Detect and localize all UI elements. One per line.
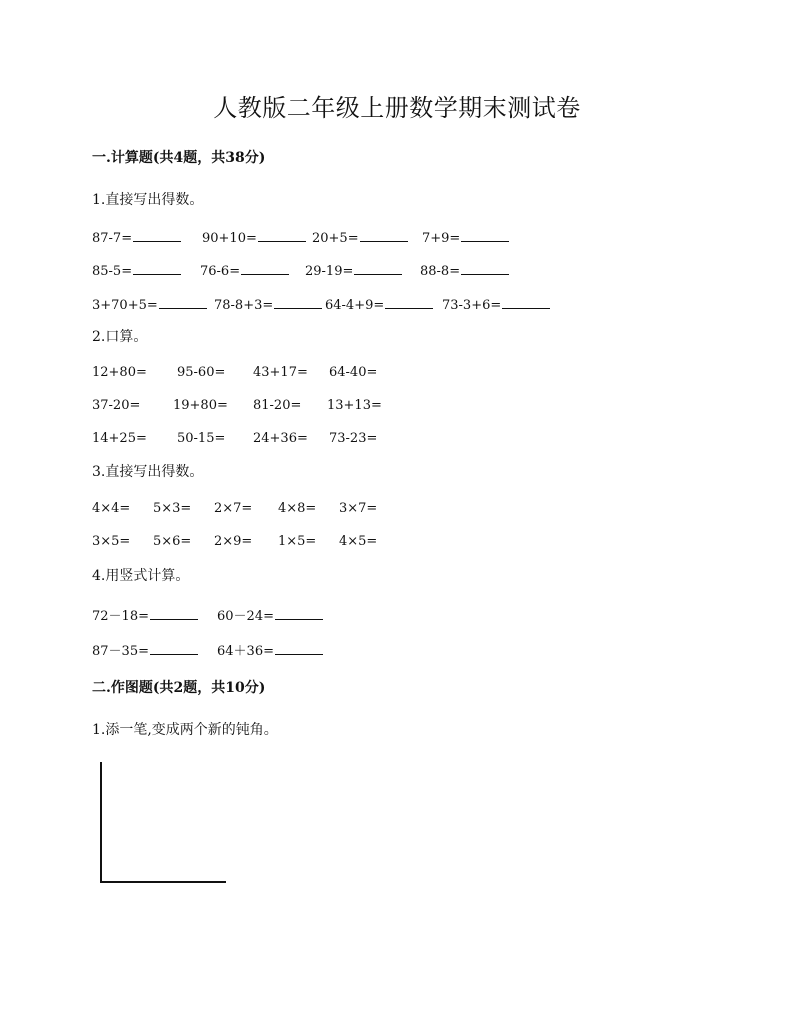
answer-blank[interactable] [275, 642, 323, 655]
expression: 95-60= [177, 365, 226, 380]
problem-item [202, 229, 306, 246]
expression: 43+17= [253, 365, 308, 380]
expression: 20+5= [312, 231, 359, 246]
expression: 12+80= [92, 365, 147, 380]
problem-item [92, 605, 198, 624]
page-title: 人教版二年级上册数学期末测试卷 [213, 94, 581, 122]
problem-item [325, 296, 433, 313]
expression: 29-19= [305, 264, 354, 279]
expression: 7+9= [422, 231, 461, 246]
expression: 4×8= [278, 501, 317, 516]
problem-item [92, 229, 181, 246]
expression: 81-20= [253, 398, 302, 413]
problem-item [200, 262, 289, 279]
question-label: 3.直接写出得数。 [92, 464, 204, 480]
answer-blank[interactable] [133, 262, 181, 275]
expression: 2×7= [214, 501, 253, 516]
expression: 5×3= [153, 501, 192, 516]
answer-blank[interactable] [385, 296, 433, 309]
section-heading-drawing: 二.作图题(共2题，共10分) [92, 680, 266, 696]
expression: 72－18= [92, 609, 149, 624]
problem-item [217, 605, 323, 624]
expression: 78-8+3= [214, 298, 274, 313]
expression: 60－24= [217, 609, 274, 624]
problem-item [420, 262, 509, 279]
expression: 50-15= [177, 431, 226, 446]
expression: 64＋36= [217, 644, 274, 659]
problem-item [214, 296, 322, 313]
problem-item [92, 262, 181, 279]
answer-blank[interactable] [461, 229, 509, 242]
question-label: 2.口算。 [92, 329, 148, 345]
problem-item [312, 229, 408, 246]
problem-item [422, 229, 509, 246]
answer-blank[interactable] [150, 607, 198, 620]
expression: 37-20= [92, 398, 141, 413]
expression: 73-3+6= [442, 298, 502, 313]
answer-blank[interactable] [502, 296, 550, 309]
question-label: 4.用竖式计算。 [92, 568, 190, 584]
answer-blank[interactable] [360, 229, 408, 242]
answer-blank[interactable] [354, 262, 402, 275]
expression: 88-8= [420, 264, 461, 279]
problem-item [92, 640, 198, 659]
answer-blank[interactable] [258, 229, 306, 242]
expression: 4×4= [92, 501, 131, 516]
answer-blank[interactable] [159, 296, 207, 309]
answer-blank[interactable] [274, 296, 322, 309]
expression: 73-23= [329, 431, 378, 446]
expression: 24+36= [253, 431, 308, 446]
angle-vertical-ray [100, 762, 102, 883]
expression: 87－35= [92, 644, 149, 659]
expression: 13+13= [327, 398, 382, 413]
section-heading-calculation: 一.计算题(共4题，共38分) [92, 150, 266, 166]
expression: 76-6= [200, 264, 241, 279]
expression: 64-40= [329, 365, 378, 380]
expression: 14+25= [92, 431, 147, 446]
expression: 1×5= [278, 534, 317, 549]
expression: 87-7= [92, 231, 133, 246]
expression: 3×5= [92, 534, 131, 549]
answer-blank[interactable] [241, 262, 289, 275]
problem-item [217, 640, 323, 659]
expression: 3+70+5= [92, 298, 158, 313]
angle-horizontal-ray [100, 881, 226, 883]
problem-item [305, 262, 402, 279]
expression: 90+10= [202, 231, 257, 246]
expression: 85-5= [92, 264, 133, 279]
answer-blank[interactable] [461, 262, 509, 275]
expression: 5×6= [153, 534, 192, 549]
expression: 64-4+9= [325, 298, 385, 313]
answer-blank[interactable] [133, 229, 181, 242]
problem-item [442, 296, 550, 313]
expression: 4×5= [339, 534, 378, 549]
expression: 19+80= [173, 398, 228, 413]
expression: 2×9= [214, 534, 253, 549]
expression: 3×7= [339, 501, 378, 516]
question-label: 1.添一笔,变成两个新的钝角。 [92, 722, 278, 738]
answer-blank[interactable] [150, 642, 198, 655]
answer-blank[interactable] [275, 607, 323, 620]
problem-item [92, 296, 207, 313]
question-label: 1.直接写出得数。 [92, 192, 204, 208]
